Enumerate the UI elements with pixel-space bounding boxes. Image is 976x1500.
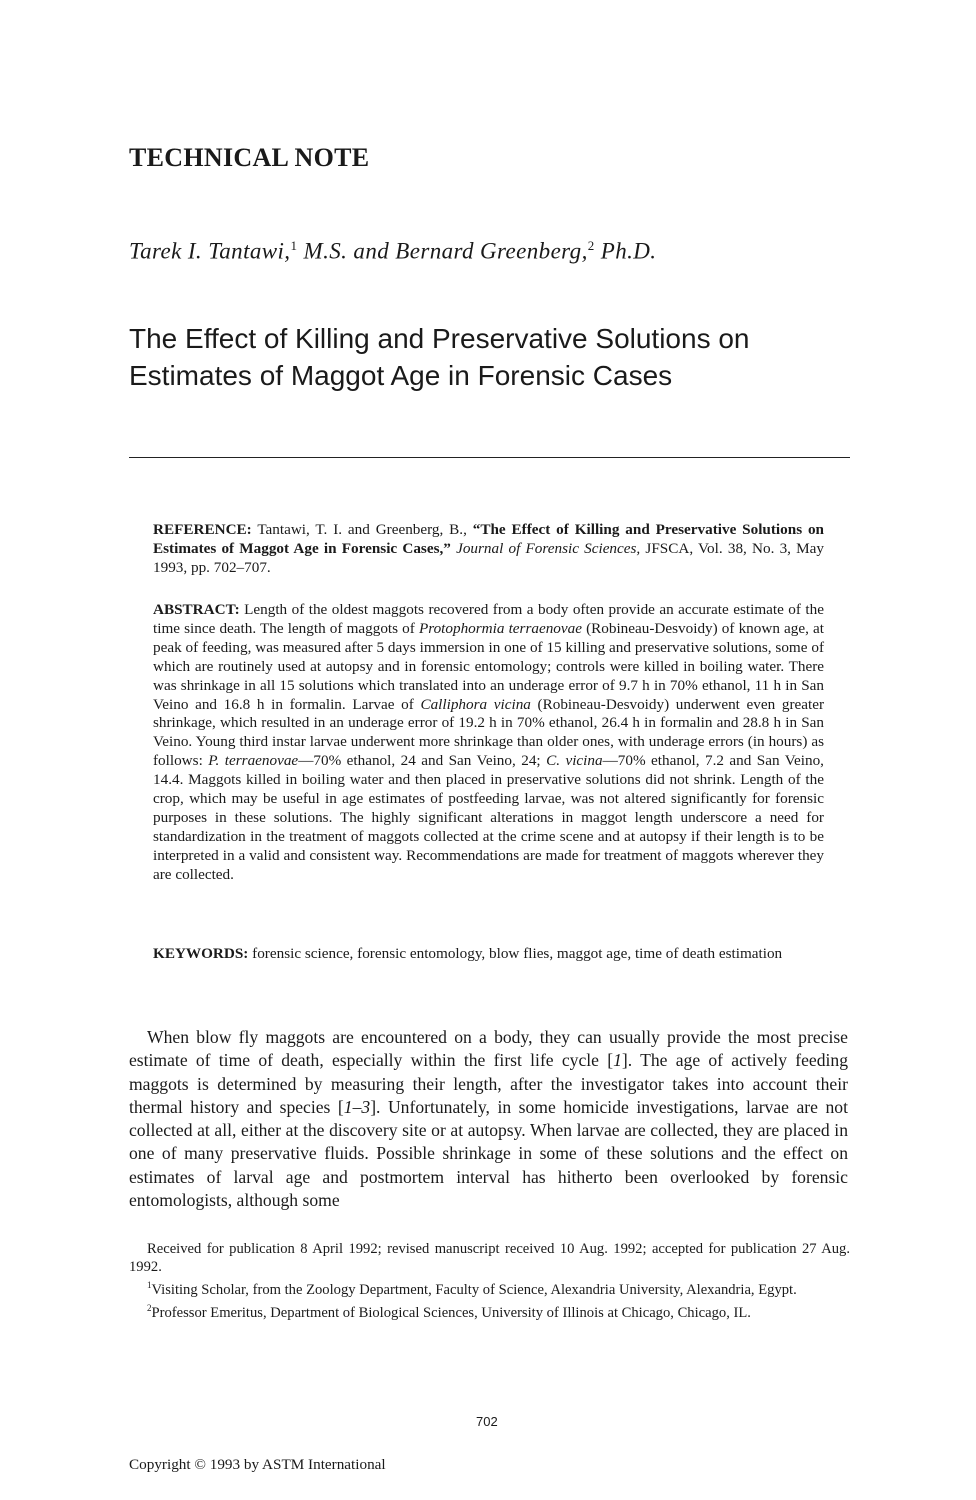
author-1-name: Tarek I. Tantawi, — [129, 238, 291, 264]
reference-block — [153, 521, 824, 578]
species-name: C. vicina — [546, 752, 603, 770]
author-line — [129, 238, 656, 265]
reference-journal: Journal of Forensic Sciences, — [450, 539, 641, 557]
footnote-1-text: Visiting Scholar, from the Zoology Department, Faculty of Science, Alexandria University, Alexandria, Egypt. — [151, 1282, 797, 1299]
species-name: Protophormia terraenovae — [418, 619, 582, 637]
reference-title: “The Effect of Killing and Preservative Solutions on Estimates of Maggot Age in Forensic Cases,” — [153, 521, 824, 557]
body-paragraph — [129, 1026, 848, 1212]
abstract-text: Length of the oldest maggots recovered from a body often provide an accurate estimate of the time since death. The length of maggots of — [153, 601, 824, 637]
author-1-degree-and-author-2: M.S. and Bernard Greenberg, — [297, 238, 588, 264]
author-1-footnote-mark: 1 — [290, 238, 298, 253]
keywords-text: forensic science, forensic entomology, blow flies, maggot age, time of death estimation — [248, 945, 783, 962]
citation-reference: 1–3 — [343, 1096, 371, 1117]
species-name: Calliphora vicina — [420, 695, 531, 713]
species-name: P. terraenovae — [208, 752, 299, 770]
keywords-block — [153, 945, 824, 964]
received-note: Received for publication 8 April 1992; revised manuscript received 10 Aug. 1992; accepted for publication 27 Aug. 1992. — [129, 1241, 850, 1276]
keywords-label: KEYWORDS: — [153, 945, 249, 962]
copyright-notice: Copyright © 1993 by ASTM International — [129, 1456, 386, 1473]
footnote-2-mark: 2 — [147, 1303, 152, 1314]
section-label: TECHNICAL NOTE — [129, 143, 370, 172]
reference-label: REFERENCE: — [153, 521, 252, 538]
footnote-1-mark: 1 — [147, 1280, 152, 1291]
footnote-2-text: Professor Emeritus, Department of Biological Sciences, University of Illinois at Chicago, Chicago, IL. — [151, 1305, 751, 1322]
abstract-text: —70% ethanol, 24 and San Veino, 24; — [298, 752, 547, 770]
article-title: The Effect of Killing and Preservative Solutions on Estimates of Maggot Age in Forensic Cases — [129, 323, 750, 391]
abstract-text: (Robineau-Desvoidy) underwent even greater shrinkage, which resulted in an underage error of 19.2 h in 70% ethanol, 26.4 h in formalin and 28.8 h in San Veino. Young third instar larvae underwent more shrinkage than older ones, with underage errors (in hours) as follows: — [153, 695, 825, 770]
citation-reference: 1 — [613, 1050, 622, 1071]
footnotes — [129, 1240, 850, 1323]
reference-authors: Tantawi, T. I. and Greenberg, B., — [251, 521, 473, 538]
author-2-footnote-mark: 2 — [587, 238, 595, 253]
title-divider — [129, 457, 850, 458]
body-text: When blow fly maggots are encountered on a body, they can usually provide the most precise estimate of time of death, especially within the first life cycle [ — [129, 1027, 848, 1071]
footnote-1 — [129, 1276, 850, 1299]
body-text: ]. Unfortunately, in some homicide investigations, larvae are not collected at all, either at the discovery site or at autopsy. When larvae are collected, they are placed in one of many preservative fluids. Possible shrinkage in some of these solutions and the effect on estimates of larval age and postmortem interval has hitherto been overlooked by forensic entomologists, although some — [129, 1096, 848, 1211]
abstract-text: (Robineau-Desvoidy) of known age, at peak of feeding, was measured after 5 days immersion in one of 15 killing and preservative solutions, some of which are routinely used at autopsy and in forensic entomology; controls were killed in boiling water. There was shrinkage in all 15 solutions which translated into an underage error of 9.7 h in 70% ethanol, 11 h in San Veino and 16.8 h in formalin. Larvae of — [153, 619, 825, 713]
reference-details: JFSCA, Vol. 38, No. 3, May 1993, pp. 702–707. — [153, 539, 825, 576]
abstract-label: ABSTRACT: — [153, 601, 240, 618]
page-number: 702 — [476, 1414, 498, 1429]
body-text: ]. The age of actively feeding maggots is determined by measuring their length, after the investigator takes into account their thermal history and species [ — [129, 1050, 849, 1117]
abstract-text: —70% ethanol, 7.2 and San Veino, 14.4. Maggots killed in boiling water and then placed in preservative solutions did not shrink. Length of the crop, which may be useful in age estimates of postfeeding larvae, was not altered significantly for forensic purposes in these solutions. The highly significant alterations in maggot length underscore a need for standardization in the treatment of maggots collected at the crime scene and at autopsy if their length is to be interpreted in a valid and consistent way. Recommendations are made for treatment of maggots wherever they are collected. — [153, 752, 824, 883]
footnote-2 — [129, 1299, 850, 1322]
abstract-block — [153, 601, 824, 885]
author-2-degree: Ph.D. — [594, 238, 657, 264]
